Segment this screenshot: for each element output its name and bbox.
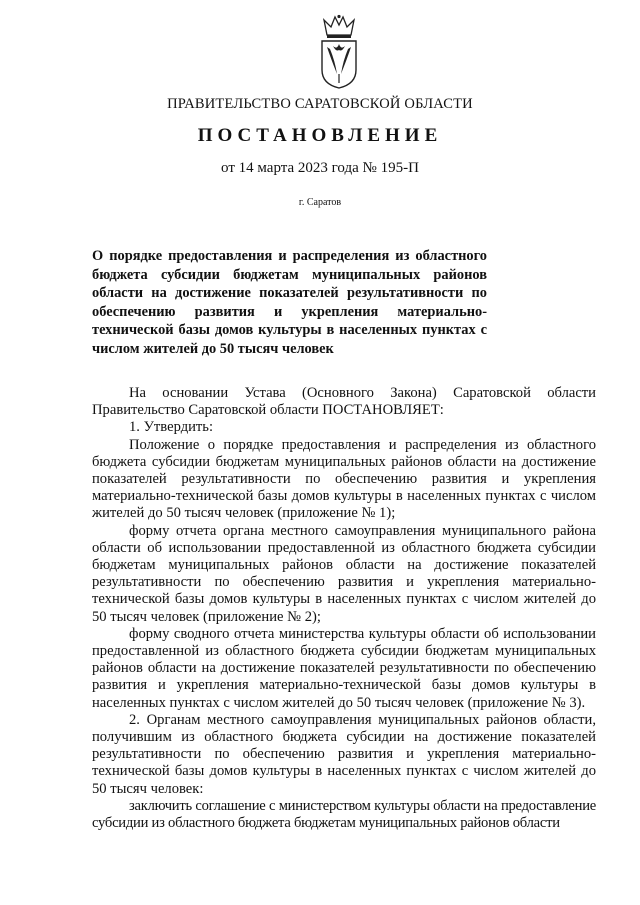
body-paragraph: заключить соглашение с министерством культуры области на предоставление субсидии из областного бюджета бюджетам муниципальных районов области: [92, 797, 596, 832]
document-type-heading: ПОСТАНОВЛЕНИЕ: [197, 125, 443, 146]
document-date-number: от 14 марта 2023 года № 195-П: [221, 160, 419, 176]
body-paragraph: Положение о порядке предоставления и распределения из областного бюджета субсидии бюджетам муниципальных районов области на достижение показателей результативности по обеспечению развития и укрепления материально-технической базы домов культуры в населенных пунктах с числом жителей до 50 тысяч человек (приложение № 1);: [92, 436, 596, 522]
body-paragraph: форму отчета органа местного самоуправления муниципального района области об использовании предоставленной из областного бюджета субсидии бюджетам муниципальных районов области на достижение показателей результативности по обеспечению развития и укрепления материально-технической базы домов культуры в населенных пунктах с числом жителей до 50 тысяч человек (приложение № 2);: [92, 522, 596, 625]
government-name: ПРАВИТЕЛЬСТВО САРАТОВСКОЙ ОБЛАСТИ: [167, 96, 473, 112]
body-paragraph: 1. Утвердить:: [129, 419, 214, 436]
coat-of-arms-emblem: [318, 14, 360, 90]
body-paragraph: На основании Устава (Основного Закона) Саратовской области Правительство Саратовской области ПОСТАНОВЛЯЕТ:: [92, 385, 596, 419]
document-city: г. Саратов: [298, 197, 342, 208]
document-body: [92, 385, 596, 832]
body-paragraph: форму сводного отчета министерства культуры области об использовании предоставленной из областного бюджета субсидии бюджетам муниципальных районов области на достижение показателей результативности по обеспечению развития и укрепления материально-технической базы домов культуры в населенных пунктах с числом жителей до 50 тысяч человек (приложение № 3).: [92, 625, 596, 711]
document-title: О порядке предоставления и распределения из областного бюджета субсидии бюджетам муниципальных районов области на достижение показателей результативности по обеспечению развития и укрепления материально-технической базы домов культуры в населенных пунктах с числом жителей до 50 тысяч человек: [92, 248, 487, 357]
body-paragraph: 2. Органам местного самоуправления муниципальных районов области, получившим из областного бюджета субсидии на достижение показателей результативности по обеспечению развития и укрепления материально-технической базы домов культуры в населенных пунктах с числом жителей до 50 тысяч человек:: [92, 711, 596, 797]
